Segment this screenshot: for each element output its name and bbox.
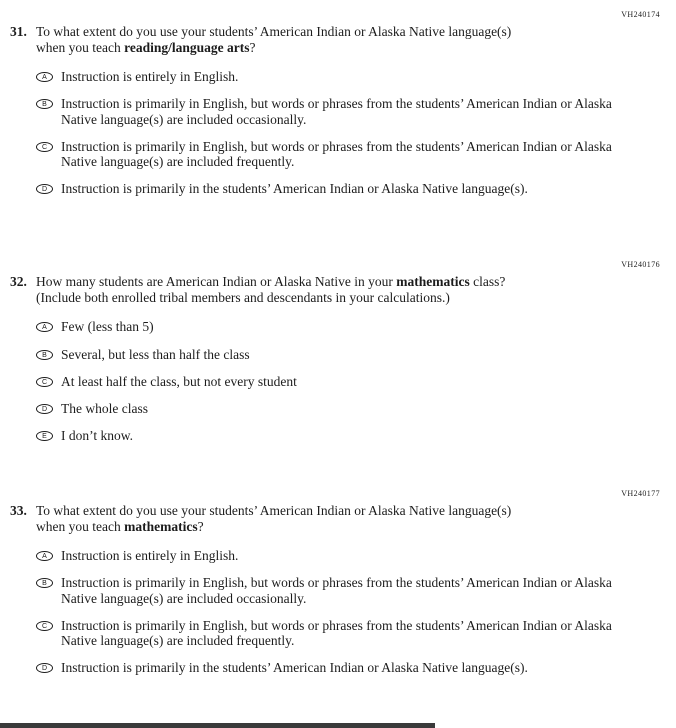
answer-option bbox=[36, 575, 660, 605]
answer-option-label: Instruction is primarily in English, but words or phrases from the students’ American Indian or Alaska Native language(s) are included frequently. bbox=[61, 138, 612, 169]
question-32 bbox=[10, 260, 660, 443]
prompt-post: ? bbox=[197, 519, 204, 535]
answer-bubble-b[interactable]: B bbox=[36, 99, 53, 109]
prompt-bold: mathematics bbox=[396, 274, 470, 290]
answer-option bbox=[36, 374, 660, 389]
answer-bubble-c[interactable]: C bbox=[36, 142, 53, 152]
prompt-pre: To what extent do you use your students’ American Indian or Alaska Native language(s) when you teach bbox=[36, 24, 512, 56]
answer-option-label: Instruction is primarily in the students’ American Indian or Alaska Native language(s). bbox=[61, 659, 528, 675]
answer-option bbox=[36, 69, 660, 84]
question-33 bbox=[10, 489, 660, 675]
answer-bubble-b[interactable]: B bbox=[36, 578, 53, 588]
answer-option-label: Instruction is primarily in English, but words or phrases from the students’ American Indian or Alaska Native language(s) are included occasionally. bbox=[61, 575, 612, 606]
answer-bubble-a[interactable]: A bbox=[36, 551, 53, 561]
prompt-post: ? bbox=[249, 40, 256, 56]
answer-option bbox=[36, 319, 660, 334]
question-prompt bbox=[36, 24, 516, 56]
answer-option bbox=[36, 96, 660, 126]
answer-bubble-e[interactable]: E bbox=[36, 431, 53, 441]
answer-bubble-c[interactable]: C bbox=[36, 377, 53, 387]
answer-options bbox=[10, 319, 660, 443]
question-prompt bbox=[36, 274, 516, 306]
answer-option bbox=[36, 139, 660, 169]
question-number: 31. bbox=[10, 24, 27, 39]
answer-option bbox=[36, 428, 660, 443]
answer-option-label: Instruction is primarily in English, but words or phrases from the students’ American Indian or Alaska Native language(s) are included occasionally. bbox=[61, 96, 612, 127]
answer-option-label: Several, but less than half the class bbox=[61, 346, 250, 362]
answer-option-label: Instruction is primarily in English, but words or phrases from the students’ American Indian or Alaska Native language(s) are included frequently. bbox=[61, 617, 612, 648]
answer-bubble-c[interactable]: C bbox=[36, 621, 53, 631]
question-number: 33. bbox=[10, 502, 27, 518]
answer-bubble-d[interactable]: D bbox=[36, 663, 53, 673]
answer-option-label: I don’t know. bbox=[61, 427, 133, 443]
answer-option bbox=[36, 660, 660, 675]
prompt-pre: How many students are American Indian or Alaska Native in your bbox=[36, 274, 397, 290]
page-scan-artifact bbox=[0, 723, 435, 728]
answer-option bbox=[36, 181, 660, 196]
question-code: VH240174 bbox=[621, 10, 660, 19]
answer-option bbox=[36, 347, 660, 362]
answer-option-label: At least half the class, but not every student bbox=[61, 373, 297, 389]
answer-option-label: Instruction is entirely in English. bbox=[61, 548, 239, 564]
prompt-pre: To what extent do you use your students’ American Indian or Alaska Native language(s) when you teach bbox=[36, 502, 512, 535]
answer-bubble-b[interactable]: B bbox=[36, 350, 53, 360]
question-number: 32. bbox=[10, 274, 27, 290]
answer-option-label: Few (less than 5) bbox=[61, 319, 154, 335]
question-prompt bbox=[36, 503, 516, 535]
answer-option bbox=[36, 618, 660, 648]
answer-option-label: The whole class bbox=[61, 400, 148, 416]
answer-bubble-d[interactable]: D bbox=[36, 184, 53, 194]
prompt-bold: mathematics bbox=[124, 519, 198, 535]
answer-option bbox=[36, 401, 660, 416]
answer-option bbox=[36, 548, 660, 563]
answer-options bbox=[10, 69, 660, 196]
question-31 bbox=[10, 10, 660, 196]
answer-option-label: Instruction is primarily in the students’ American Indian or Alaska Native language(s). bbox=[61, 180, 528, 196]
answer-option-label: Instruction is entirely in English. bbox=[61, 69, 239, 85]
answer-options bbox=[10, 548, 660, 675]
answer-bubble-a[interactable]: A bbox=[36, 322, 53, 332]
answer-bubble-d[interactable]: D bbox=[36, 404, 53, 414]
question-code: VH240177 bbox=[621, 488, 660, 498]
answer-bubble-a[interactable]: A bbox=[36, 72, 53, 82]
prompt-bold: reading/language arts bbox=[124, 40, 250, 56]
prompt-post: class? (Include both enrolled tribal members and descendants in your calculations.) bbox=[36, 274, 506, 306]
question-code: VH240176 bbox=[621, 260, 660, 270]
